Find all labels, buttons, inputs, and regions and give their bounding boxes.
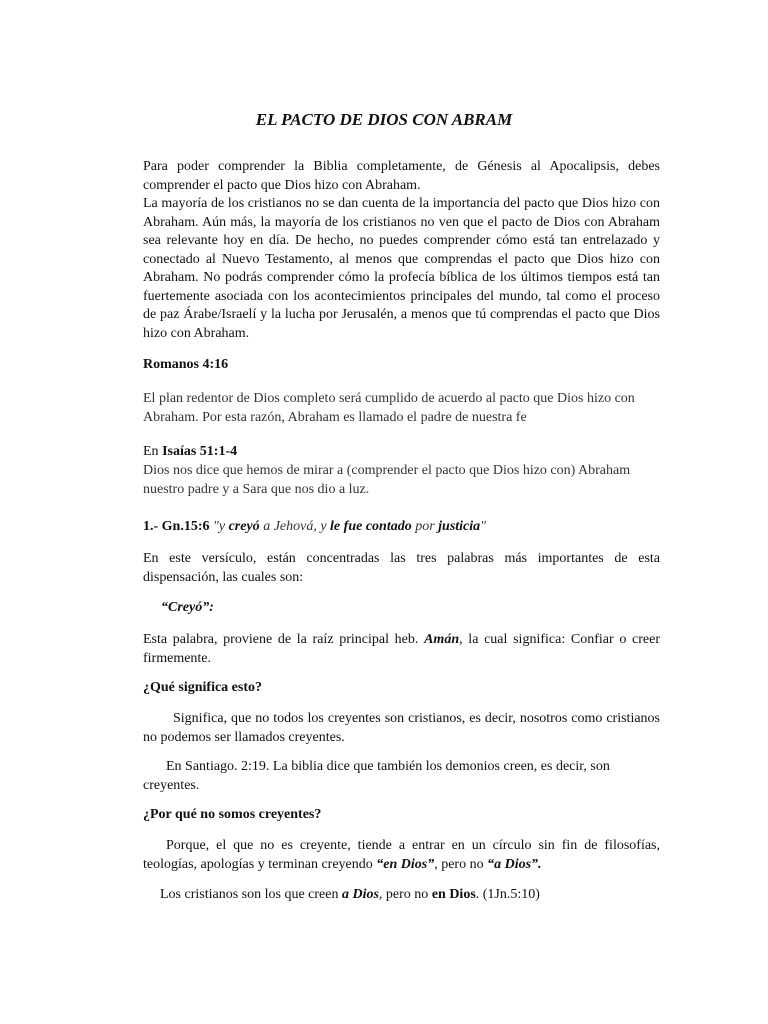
cristianos-before: Los cristianos son los que creen [160, 887, 342, 902]
isaias-prefix: En [143, 444, 163, 459]
cristianos-after: . (1Jn.5:10) [475, 887, 540, 902]
porque-en-dios: “en Dios” [376, 856, 435, 872]
isaias-text: Dios nos dice que hemos de mirar a (comprender el pacto que Dios hizo con) Abraham nuestro padre y a Sara que nos dio a luz. [143, 463, 631, 497]
cristianos-mid: , pero no [378, 887, 432, 902]
romanos-reference: Romanos 4:16 [143, 357, 229, 372]
quote-part-1: "y [213, 519, 229, 534]
intro-paragraph-2: La mayoría de los cristianos no se dan cuenta de la importancia del pacto que Dios hizo con Abraham. Aún más, la mayoría de los cristianos no ven que el pacto de Dios con Abraham sea relevante hoy en día. De hecho, no puedes comprender cómo está tan entrelazado y conectado al Nuevo Testamento, al menos que comprendas el pacto que Dios hizo con Abraham. No podrás comprender cómo la profecía bíblica de los últimos tiempos está tan fuertemente asociada con los acontecimientos principales del mundo, tal como el proceso de paz Árabe/Israelí y la lucha por Jerusalén, a menos que tú comprendas el pacto que Dios hizo con Abraham. [143, 196, 660, 341]
quote-part-3: por [411, 519, 439, 534]
quote-word-justicia: justicia [438, 519, 481, 534]
palabra-before: Esta palabra, proviene de la raíz principal heb. [143, 632, 425, 647]
cristianos-en-dios: en Dios [431, 887, 476, 902]
gn-reference: 1.- Gn.15:6 [143, 519, 213, 534]
cristianos-paragraph [143, 886, 660, 905]
quote-part-4: " [480, 519, 487, 534]
isaias-reference: Isaías 51:1-4 [162, 444, 238, 459]
palabra-aman: Amán [424, 632, 460, 647]
versiculo-paragraph: En este versículo, están concentradas las tres palabras más importantes de esta dispensación, las cuales son: [143, 551, 660, 585]
porque-a-dios: “a Dios”. [487, 856, 542, 872]
creyo-heading: “Creyó”: [161, 600, 214, 615]
isaias-heading [143, 443, 660, 462]
quote-part-2: a Jehová, y [259, 519, 331, 534]
palabra-after: , la cual significa: Confiar o creer firmemente. [143, 632, 661, 666]
porque-paragraph [143, 837, 660, 874]
question-significa: ¿Qué significa esto? [143, 680, 262, 695]
page-title: EL PACTO DE DIOS CON ABRAM [255, 110, 513, 129]
cristianos-a-dios: a Dios [341, 887, 379, 902]
porque-before: Porque, el que no es creyente, tiende a entrar en un círculo sin fin de filosofías, teologías, apologías y terminan creyendo [143, 838, 660, 872]
point-1-heading [143, 518, 660, 537]
significa-paragraph: Significa, que no todos los creyentes son cristianos, es decir, nosotros como cristianos no podemos ser llamados creyentes. [143, 711, 660, 745]
romanos-text: El plan redentor de Dios completo será cumplido de acuerdo al pacto que Dios hizo con Abraham. Por esta razón, Abraham es llamado el padre de nuestra fe [143, 391, 635, 425]
porque-mid: , pero no [434, 856, 488, 872]
quote-word-contado: le fue contado [330, 519, 412, 534]
intro-paragraph-1: Para poder comprender la Biblia completamente, de Génesis al Apocalipsis, debes comprender el pacto que Dios hizo con Abraham. [143, 159, 660, 193]
quote-word-creyo: creyó [228, 519, 260, 534]
palabra-paragraph [143, 631, 660, 668]
question-porque: ¿Por qué no somos creyentes? [143, 807, 322, 822]
santiago-paragraph: En Santiago. 2:19. La biblia dice que también los demonios creen, es decir, son creyentes. [143, 759, 610, 793]
